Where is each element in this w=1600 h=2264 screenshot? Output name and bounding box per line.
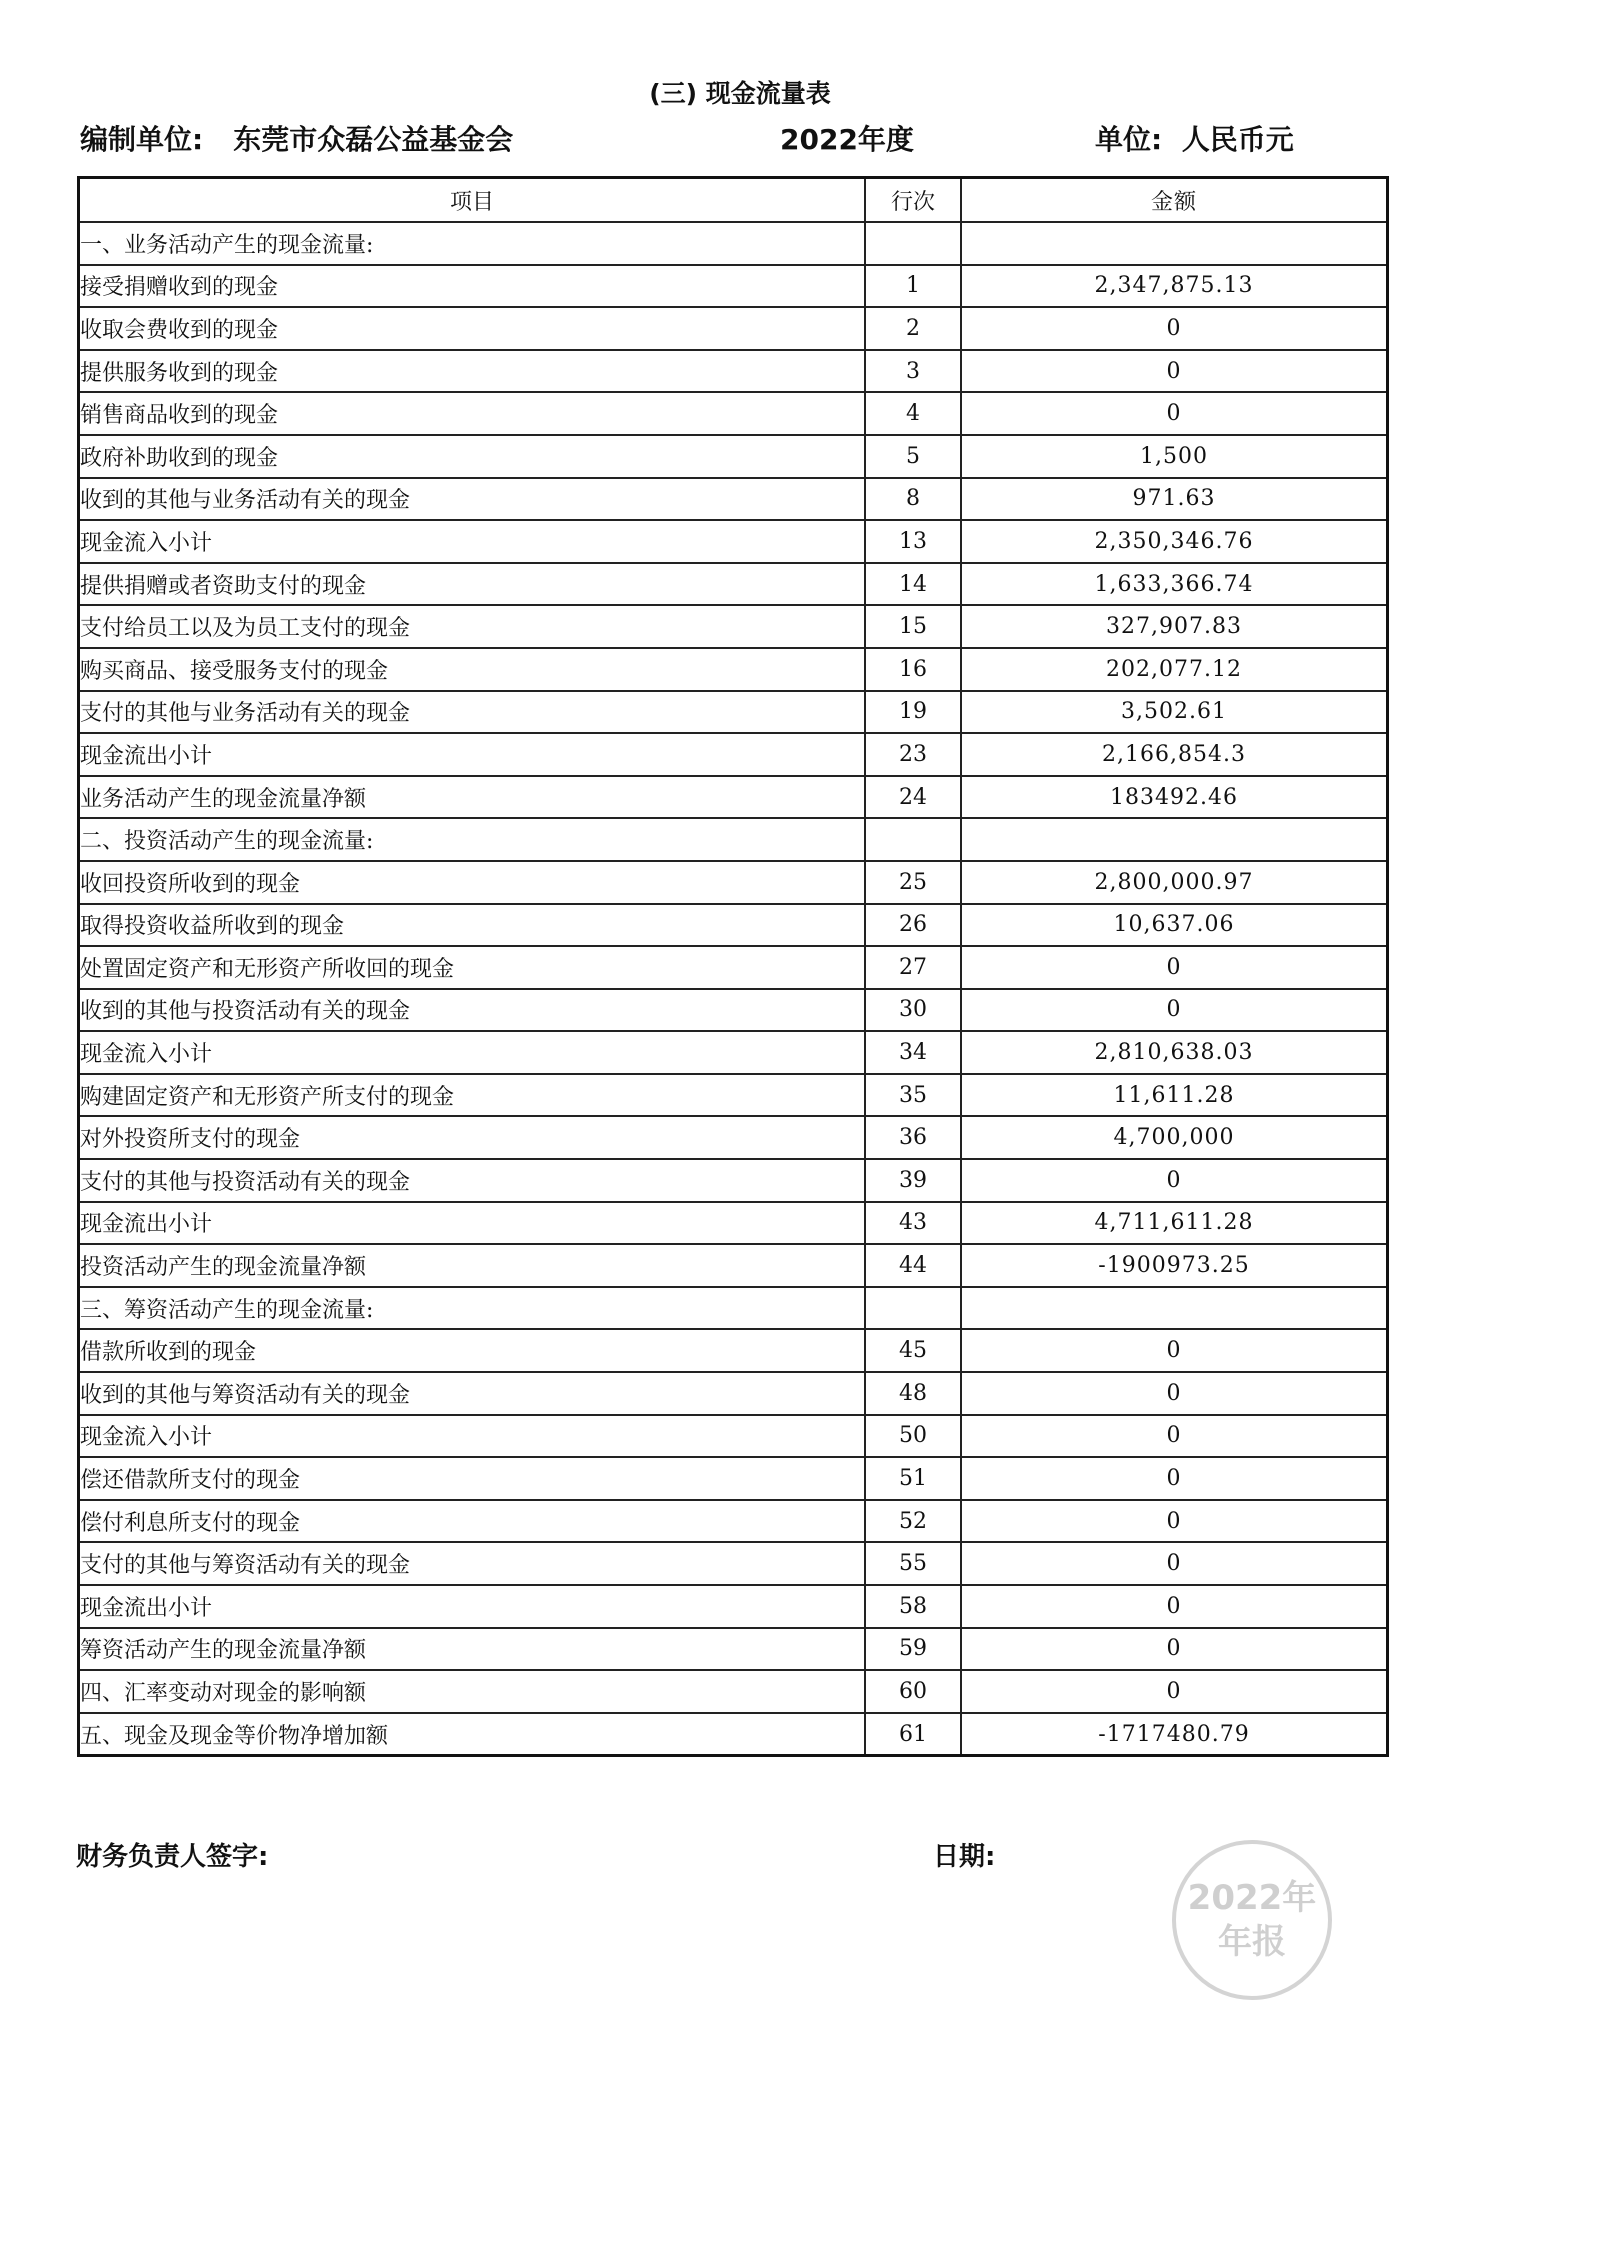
row-item: 现金流出小计 (79, 1202, 866, 1245)
row-line-number: 13 (865, 520, 961, 563)
row-line-number: 60 (865, 1670, 961, 1713)
row-line-number: 14 (865, 563, 961, 606)
row-line-number: 55 (865, 1542, 961, 1585)
row-item: 支付给员工以及为员工支付的现金 (79, 605, 866, 648)
row-item: 提供服务收到的现金 (79, 350, 866, 393)
row-amount: 2,166,854.3 (961, 733, 1388, 776)
row-item: 支付的其他与业务活动有关的现金 (79, 691, 866, 734)
row-amount: 0 (961, 1585, 1388, 1628)
row-line-number: 15 (865, 605, 961, 648)
row-amount: 202,077.12 (961, 648, 1388, 691)
row-line-number: 34 (865, 1031, 961, 1074)
report-year: 2022年度 (780, 123, 914, 156)
row-item: 现金流入小计 (79, 1031, 866, 1074)
column-header-item: 项目 (79, 178, 866, 223)
row-line-number: 50 (865, 1415, 961, 1458)
row-amount: 3,502.61 (961, 691, 1388, 734)
row-item: 五、现金及现金等价物净增加额 (79, 1713, 866, 1756)
row-item: 购建固定资产和无形资产所支付的现金 (79, 1074, 866, 1117)
table-row (79, 989, 1388, 1032)
signature-label: 财务负责人签字: (76, 1842, 269, 1872)
table-row (79, 350, 1388, 393)
column-header-line: 行次 (865, 178, 961, 223)
row-item: 支付的其他与筹资活动有关的现金 (79, 1542, 866, 1585)
row-amount: 1,633,366.74 (961, 563, 1388, 606)
row-amount: 4,711,611.28 (961, 1202, 1388, 1245)
row-amount: 1,500 (961, 435, 1388, 478)
row-item: 现金流入小计 (79, 1415, 866, 1458)
table-row (79, 733, 1388, 776)
row-item: 借款所收到的现金 (79, 1329, 866, 1372)
org-label: 编制单位: (80, 123, 204, 156)
row-item: 收回投资所收到的现金 (79, 861, 866, 904)
row-item: 销售商品收到的现金 (79, 392, 866, 435)
row-line-number: 24 (865, 776, 961, 819)
table-row (79, 478, 1388, 521)
row-amount: -1900973.25 (961, 1244, 1388, 1287)
row-amount: 0 (961, 989, 1388, 1032)
row-line-number: 36 (865, 1116, 961, 1159)
row-amount: 0 (961, 1415, 1388, 1458)
row-item: 一、业务活动产生的现金流量: (79, 222, 866, 265)
row-amount: 0 (961, 1500, 1388, 1543)
row-item: 取得投资收益所收到的现金 (79, 904, 866, 947)
row-item: 购买商品、接受服务支付的现金 (79, 648, 866, 691)
table-row (79, 563, 1388, 606)
row-line-number: 51 (865, 1457, 961, 1500)
row-item: 收到的其他与投资活动有关的现金 (79, 989, 866, 1032)
row-line-number: 59 (865, 1628, 961, 1671)
row-line-number: 61 (865, 1713, 961, 1756)
row-item: 现金流出小计 (79, 733, 866, 776)
row-item: 四、汇率变动对现金的影响额 (79, 1670, 866, 1713)
row-amount: 183492.46 (961, 776, 1388, 819)
table-row (79, 1287, 1388, 1330)
row-line-number (865, 222, 961, 265)
row-item: 偿付利息所支付的现金 (79, 1500, 866, 1543)
table-row (79, 1074, 1388, 1117)
row-amount: 2,810,638.03 (961, 1031, 1388, 1074)
row-amount: 4,700,000 (961, 1116, 1388, 1159)
row-line-number: 39 (865, 1159, 961, 1202)
table-row (79, 1500, 1388, 1543)
date-label: 日期: (933, 1842, 996, 1872)
table-row (79, 222, 1388, 265)
row-amount (961, 818, 1388, 861)
table-row (79, 1585, 1388, 1628)
row-amount: 0 (961, 1457, 1388, 1500)
row-line-number: 35 (865, 1074, 961, 1117)
table-row (79, 1116, 1388, 1159)
table-row (79, 520, 1388, 563)
row-amount: 0 (961, 1670, 1388, 1713)
column-header-amount: 金额 (961, 178, 1388, 223)
row-line-number: 19 (865, 691, 961, 734)
row-line-number: 16 (865, 648, 961, 691)
row-line-number (865, 1287, 961, 1330)
table-row (79, 1713, 1388, 1756)
table-row (79, 1244, 1388, 1287)
row-line-number: 23 (865, 733, 961, 776)
row-item: 处置固定资产和无形资产所收回的现金 (79, 946, 866, 989)
row-item: 业务活动产生的现金流量净额 (79, 776, 866, 819)
table-row (79, 904, 1388, 947)
table-row (79, 1372, 1388, 1415)
row-item: 现金流出小计 (79, 1585, 866, 1628)
row-amount (961, 1287, 1388, 1330)
table-row (79, 1415, 1388, 1458)
table-row (79, 435, 1388, 478)
table-row (79, 1628, 1388, 1671)
row-line-number: 8 (865, 478, 961, 521)
table-row (79, 861, 1388, 904)
row-line-number: 27 (865, 946, 961, 989)
stamp-line-1: 2022年 (1187, 1878, 1317, 1918)
row-item: 支付的其他与投资活动有关的现金 (79, 1159, 866, 1202)
row-amount: 2,800,000.97 (961, 861, 1388, 904)
row-line-number: 48 (865, 1372, 961, 1415)
row-item: 收取会费收到的现金 (79, 307, 866, 350)
row-line-number: 52 (865, 1500, 961, 1543)
row-amount: 0 (961, 350, 1388, 393)
row-amount: 2,350,346.76 (961, 520, 1388, 563)
table-row (79, 691, 1388, 734)
row-item: 三、筹资活动产生的现金流量: (79, 1287, 866, 1330)
row-line-number: 26 (865, 904, 961, 947)
row-item: 偿还借款所支付的现金 (79, 1457, 866, 1500)
row-item: 提供捐赠或者资助支付的现金 (79, 563, 866, 606)
row-item: 收到的其他与筹资活动有关的现金 (79, 1372, 866, 1415)
currency-unit (1095, 118, 1294, 158)
unit-value: 人民币元 (1181, 123, 1294, 156)
row-amount: 0 (961, 946, 1388, 989)
page-title: (三) 现金流量表 (649, 79, 831, 108)
row-line-number: 5 (865, 435, 961, 478)
table-row (79, 1457, 1388, 1500)
table-row (79, 1202, 1388, 1245)
row-amount: 0 (961, 1542, 1388, 1585)
row-line-number: 25 (865, 861, 961, 904)
row-amount: 0 (961, 1159, 1388, 1202)
row-line-number: 45 (865, 1329, 961, 1372)
row-line-number (865, 818, 961, 861)
table-row (79, 818, 1388, 861)
row-item: 收到的其他与业务活动有关的现金 (79, 478, 866, 521)
row-line-number: 3 (865, 350, 961, 393)
table-row (79, 307, 1388, 350)
org-name: 东莞市众磊公益基金会 (233, 123, 514, 156)
table-row (79, 1670, 1388, 1713)
cash-flow-table (77, 176, 1389, 1757)
row-line-number: 2 (865, 307, 961, 350)
table-row (79, 1159, 1388, 1202)
row-item: 二、投资活动产生的现金流量: (79, 818, 866, 861)
org-header (80, 118, 513, 158)
row-item: 投资活动产生的现金流量净额 (79, 1244, 866, 1287)
annual-report-stamp (1172, 1840, 1332, 2000)
row-item: 现金流入小计 (79, 520, 866, 563)
table-row (79, 776, 1388, 819)
row-amount: 971.63 (961, 478, 1388, 521)
table-row (79, 648, 1388, 691)
unit-label: 单位: (1095, 123, 1163, 156)
row-item: 筹资活动产生的现金流量净额 (79, 1628, 866, 1671)
table-row (79, 1329, 1388, 1372)
table-row (79, 605, 1388, 648)
stamp-line-2: 年报 (1218, 1922, 1286, 1962)
row-amount: 11,611.28 (961, 1074, 1388, 1117)
row-amount: 0 (961, 1628, 1388, 1671)
row-line-number: 43 (865, 1202, 961, 1245)
row-amount: 0 (961, 392, 1388, 435)
row-amount: 2,347,875.13 (961, 265, 1388, 308)
row-amount: 10,637.06 (961, 904, 1388, 947)
row-amount (961, 222, 1388, 265)
row-line-number: 44 (865, 1244, 961, 1287)
row-item: 对外投资所支付的现金 (79, 1116, 866, 1159)
row-item: 接受捐赠收到的现金 (79, 265, 866, 308)
row-amount: 0 (961, 1372, 1388, 1415)
row-line-number: 58 (865, 1585, 961, 1628)
row-amount: 0 (961, 307, 1388, 350)
table-header-row (79, 178, 1388, 223)
row-item: 政府补助收到的现金 (79, 435, 866, 478)
row-line-number: 1 (865, 265, 961, 308)
table-row (79, 1031, 1388, 1074)
row-amount: 327,907.83 (961, 605, 1388, 648)
row-amount: -1717480.79 (961, 1713, 1388, 1756)
row-line-number: 30 (865, 989, 961, 1032)
row-amount: 0 (961, 1329, 1388, 1372)
row-line-number: 4 (865, 392, 961, 435)
table-row (79, 1542, 1388, 1585)
table-row (79, 946, 1388, 989)
table-row (79, 392, 1388, 435)
table-row (79, 265, 1388, 308)
